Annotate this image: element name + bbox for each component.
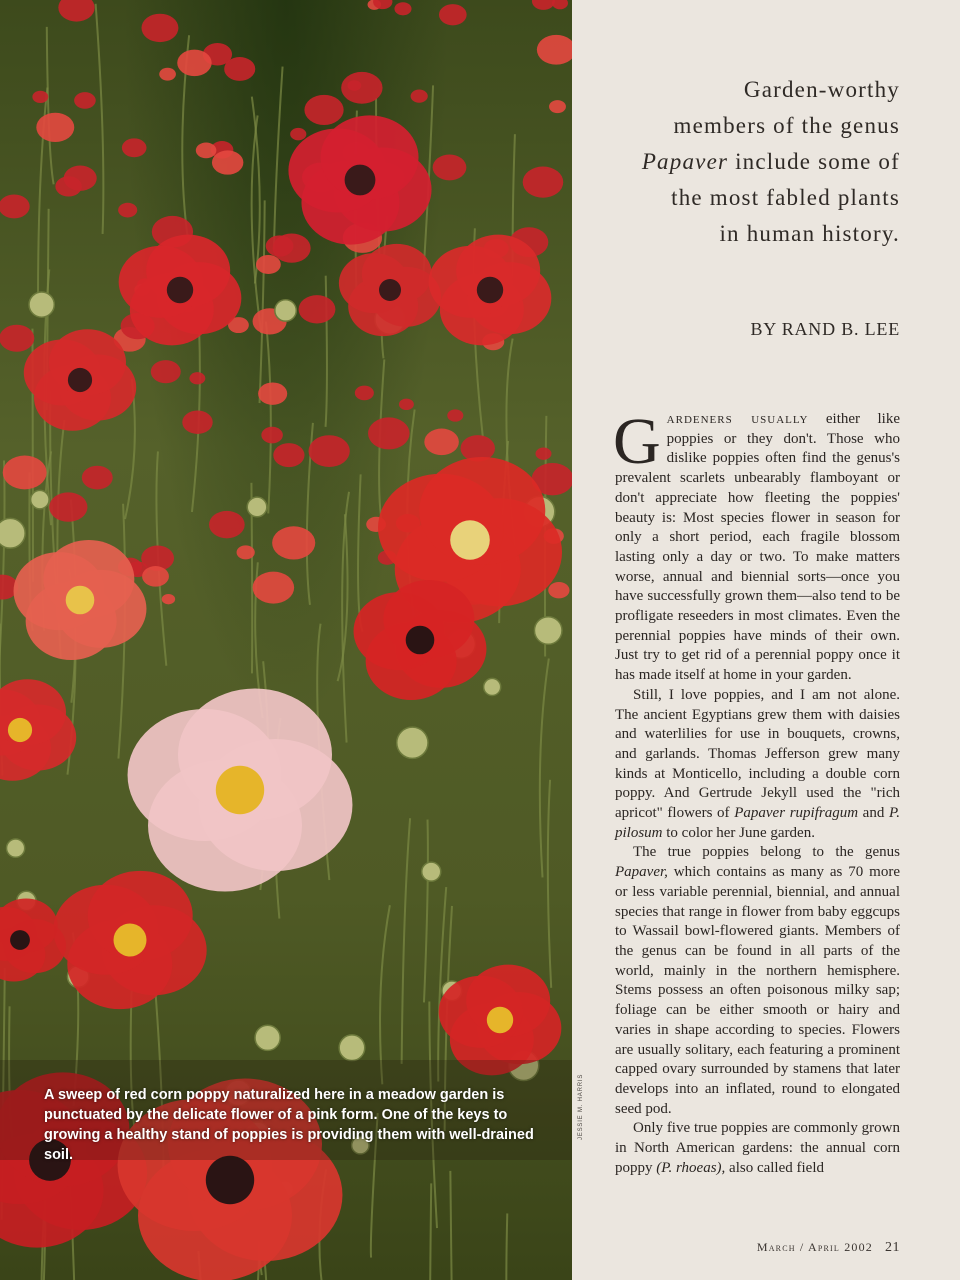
stem bbox=[358, 474, 363, 631]
paragraph-text: and bbox=[858, 805, 889, 822]
paragraph-text: Only five true poppies are commonly grown in North American gardens: the annual corn poppy bbox=[615, 1120, 900, 1176]
distant-poppy bbox=[182, 411, 212, 434]
distant-poppy bbox=[424, 429, 459, 456]
seed-pod bbox=[422, 862, 441, 881]
poppy-flower bbox=[354, 580, 487, 700]
seed-pod bbox=[255, 1025, 280, 1050]
distant-poppy bbox=[266, 235, 294, 256]
paragraph-text: which contains as many as 70 more or less variable perennial, biennial, and annual species that range in flower from baby eggcups to Wassail bowl-flowered giants. Members of the genus can be found in all parts of the world, mainly in the northern hemisphere. Stems possess an often poisonous milky sap; foliage can be either smooth or hairy and varies in shape according to species. Flowers are usually solitary, each featuring a prominent capped ovary surrounded by stamens that later develops into an inflated, round to elongated seed pod. bbox=[615, 864, 900, 1117]
species-name: (P. rhoeas), bbox=[656, 1159, 726, 1176]
poppy-flower bbox=[429, 235, 552, 346]
stem bbox=[430, 1183, 431, 1280]
distant-poppy bbox=[224, 57, 255, 81]
paragraph bbox=[615, 1119, 900, 1178]
seed-pod bbox=[534, 617, 562, 645]
seed-pod bbox=[247, 497, 267, 517]
poppy-flower bbox=[0, 679, 76, 780]
distant-poppy bbox=[151, 360, 181, 383]
paragraph-text: to color her June garden. bbox=[662, 824, 815, 841]
distant-poppy bbox=[49, 492, 87, 521]
byline: BY RAND B. LEE bbox=[750, 319, 900, 339]
distant-poppy bbox=[341, 72, 382, 104]
distant-poppy bbox=[433, 154, 467, 180]
genus-name: Papaver bbox=[641, 149, 729, 174]
paragraph-text: The true poppies belong to the genus bbox=[633, 844, 900, 861]
distant-poppy bbox=[32, 91, 48, 103]
stem bbox=[96, 4, 104, 234]
distant-poppy bbox=[355, 386, 374, 401]
species-name: Papaver rupifragum bbox=[734, 805, 859, 822]
distant-poppy bbox=[537, 35, 572, 65]
deck-line: the most fabled plants bbox=[671, 185, 900, 210]
distant-poppy bbox=[142, 566, 169, 587]
stem bbox=[548, 780, 551, 988]
poppy-flower bbox=[128, 689, 353, 892]
distant-poppy bbox=[0, 325, 34, 352]
paragraph-text: either like poppies or they don't. Those who dislike poppies often find the genus's prevalent scarlets unbearably flamboyant or don't appreciate how fleeting the poppies' beauty is: Most species flower in season for only a short period, each fragile blossom lasting only a day or two. To make matters worse, annual and biennial sorts—once you have successfully grown them—also tend to be profligate reseeders in most climates. Even the perennial poppies have minds of their own. Just try to get rid of a perennial poppy once it has made itself at home in your garden. bbox=[615, 411, 901, 684]
distant-poppy bbox=[548, 582, 569, 598]
species-name: P. pilosum bbox=[615, 805, 900, 841]
stem bbox=[380, 905, 390, 1084]
distant-poppy bbox=[118, 203, 137, 218]
stem bbox=[424, 820, 428, 1003]
distant-poppy bbox=[261, 427, 283, 444]
paragraph bbox=[615, 686, 900, 844]
photo-caption: A sweep of red corn poppy naturalized here in a meadow garden is punctuated by the delicate flower of a pink form. One of the keys to growing a healthy stand of poppies is providing them with well-drained soil. bbox=[44, 1087, 534, 1163]
distant-poppy bbox=[237, 545, 255, 559]
deck-line: members of the genus bbox=[673, 113, 900, 138]
stem bbox=[266, 322, 271, 514]
distant-poppy bbox=[439, 4, 467, 25]
distant-poppy bbox=[74, 92, 96, 109]
poppy-flower bbox=[288, 115, 431, 244]
poppy-flower bbox=[119, 235, 242, 346]
distant-poppy bbox=[368, 417, 410, 449]
page-footer bbox=[757, 1240, 900, 1256]
distant-poppy bbox=[272, 526, 315, 559]
distant-poppy bbox=[447, 409, 463, 421]
distant-poppy bbox=[347, 80, 361, 91]
distant-poppy bbox=[253, 572, 295, 604]
distant-poppy bbox=[212, 150, 243, 174]
distant-poppy bbox=[394, 2, 411, 15]
deck-line bbox=[600, 144, 900, 180]
distant-poppy bbox=[411, 90, 428, 103]
stem bbox=[47, 27, 54, 184]
distant-poppy bbox=[399, 399, 414, 410]
genus-name: Papaver, bbox=[615, 864, 668, 881]
issue-date: March / April 2002 bbox=[756, 1240, 873, 1254]
distant-poppy bbox=[177, 50, 211, 76]
lead-in: ardeners usually bbox=[666, 411, 809, 427]
distant-poppy bbox=[209, 511, 245, 538]
distant-poppy bbox=[552, 0, 568, 9]
stem bbox=[402, 818, 410, 1064]
distant-poppy bbox=[536, 448, 552, 460]
distant-poppy bbox=[273, 443, 304, 467]
distant-poppy bbox=[189, 372, 205, 384]
drop-cap: G bbox=[613, 405, 661, 478]
distant-poppy bbox=[122, 138, 147, 157]
seed-pod bbox=[0, 518, 25, 548]
paragraph-text: also called field bbox=[725, 1159, 824, 1176]
distant-poppy bbox=[64, 166, 97, 191]
distant-poppy bbox=[299, 295, 336, 323]
stem bbox=[506, 1213, 513, 1280]
deck-line-rest: include some of bbox=[728, 149, 900, 174]
distant-poppy bbox=[58, 0, 94, 22]
distant-poppy bbox=[309, 435, 350, 467]
distant-poppy bbox=[304, 95, 343, 125]
paragraph-text: Still, I love poppies, and I am not alone. The ancient Egyptians grew them with daisies and waterlilies for use in bouquets, crowns, and garlands. Thomas Jefferson grew many kinds at Monticello, including a double corn poppy. And Gertrude Jekyll used the "rich apricot" flowers of bbox=[615, 686, 900, 822]
page-number: 21 bbox=[885, 1240, 900, 1255]
distant-poppy bbox=[36, 113, 74, 142]
seed-pod bbox=[484, 678, 501, 695]
article-deck bbox=[600, 72, 900, 252]
seed-pod bbox=[397, 727, 428, 758]
poppy-flower bbox=[24, 329, 136, 430]
deck-line: Garden-worthy bbox=[743, 77, 900, 102]
distant-poppy bbox=[532, 0, 555, 10]
poppy-flower bbox=[0, 898, 66, 981]
seed-pod bbox=[275, 300, 296, 321]
distant-poppy bbox=[290, 128, 306, 140]
article-body bbox=[613, 405, 901, 1178]
poppy-flower bbox=[339, 244, 441, 336]
distant-poppy bbox=[196, 142, 217, 158]
distant-poppy bbox=[549, 100, 566, 113]
paragraph bbox=[613, 405, 901, 686]
paragraph bbox=[615, 843, 900, 1119]
photo-credit: JESSIE M. HARRIS bbox=[578, 1073, 584, 1140]
seed-pod bbox=[31, 490, 49, 508]
poppy-flower bbox=[439, 965, 562, 1076]
seed-pod bbox=[7, 839, 25, 857]
distant-poppy bbox=[523, 167, 564, 198]
distant-poppy bbox=[3, 456, 47, 490]
seed-pod bbox=[339, 1035, 365, 1061]
deck-line: in human history. bbox=[719, 221, 900, 246]
distant-poppy bbox=[162, 594, 175, 604]
distant-poppy bbox=[82, 466, 113, 490]
distant-poppy bbox=[0, 194, 30, 218]
seed-pod bbox=[29, 292, 54, 317]
distant-poppy bbox=[159, 68, 176, 81]
poppy-flower bbox=[53, 871, 206, 1009]
distant-poppy bbox=[256, 255, 281, 274]
stem bbox=[450, 1171, 453, 1280]
stem bbox=[274, 67, 283, 250]
distant-poppy bbox=[141, 14, 178, 42]
distant-poppy bbox=[258, 382, 287, 404]
